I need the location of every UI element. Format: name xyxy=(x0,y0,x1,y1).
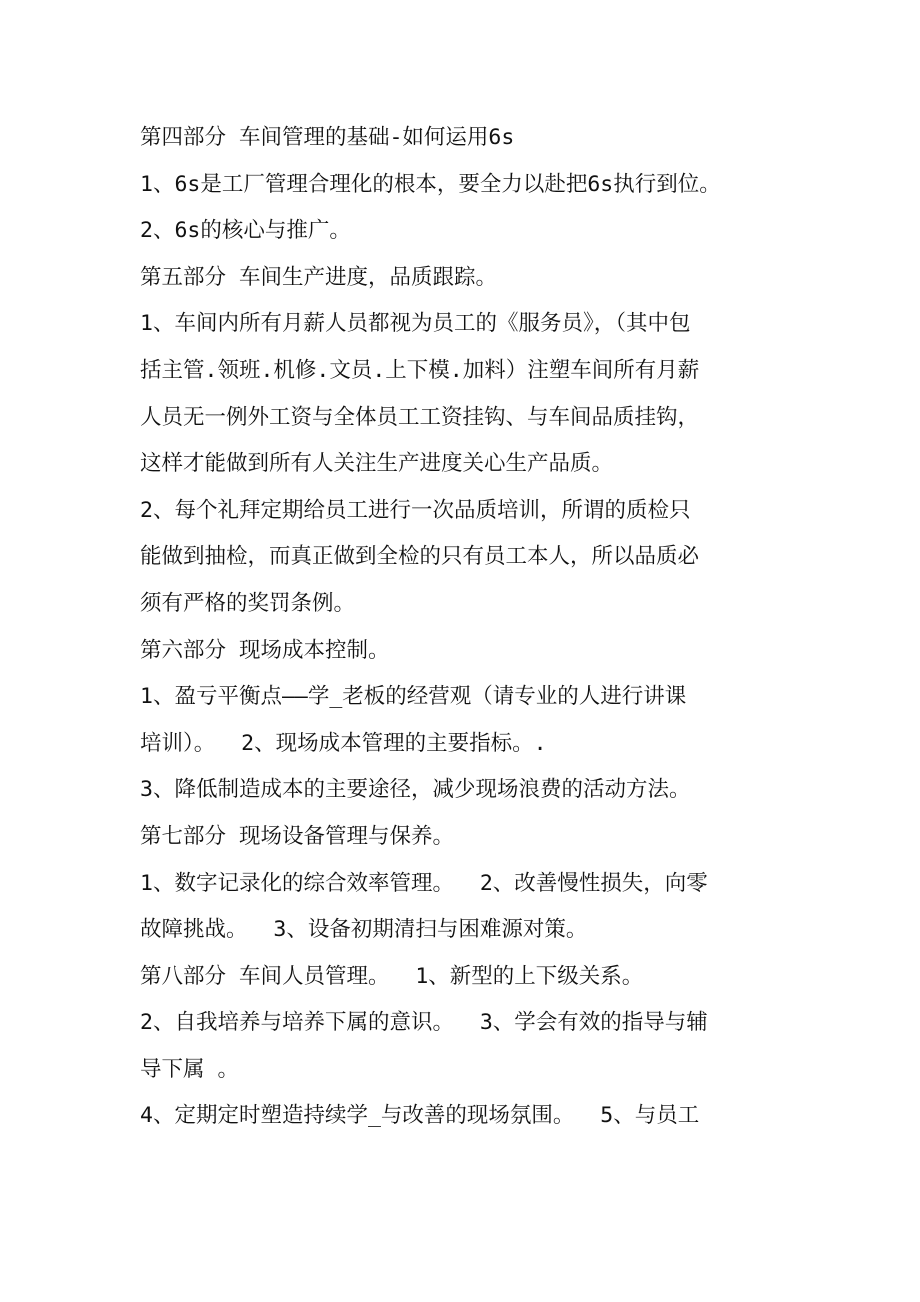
document-body xyxy=(140,115,800,1140)
paragraph-line: 这样才能做到所有人关注生产进度关心生产品质。 xyxy=(140,451,614,477)
paragraph-line: 1、数字记录化的综合效率管理。 2、改善慢性损失，向零 xyxy=(140,870,708,896)
paragraph-line: 1、车间内所有月薪人员都视为员工的《服务员》，（其中包 xyxy=(140,311,691,337)
paragraph-line: 故障挑战。 3、设备初期清扫与困难源对策。 xyxy=(140,917,588,943)
paragraph-line: 能做到抽检，而真正做到全检的只有员工本人，所以品质必 xyxy=(140,544,700,570)
section-heading-part7: 第七部分 现场设备管理与保养。 xyxy=(140,823,454,849)
section-heading-part4: 第四部分 车间管理的基础-如何运用6s xyxy=(140,125,515,150)
paragraph-line: 导下属 。 xyxy=(140,1056,239,1082)
paragraph-line: 2、每个礼拜定期给员工进行一次品质培训，所谓的质检只 xyxy=(140,497,691,523)
paragraph-line: 4、定期定时塑造持续学_与改善的现场氛围。 5、与员工 xyxy=(140,1103,700,1129)
paragraph-line: 2、自我培养与培养下属的意识。 3、学会有效的指导与辅 xyxy=(140,1010,708,1036)
section-heading-part5: 第五部分 车间生产进度，品质跟踪。 xyxy=(140,264,497,290)
section-heading-part6: 第六部分 现场成本控制。 xyxy=(140,637,390,663)
paragraph-line: 2、6s的核心与推广。 xyxy=(140,218,351,244)
paragraph-line: 人员无一例外工资与全体员工工资挂钩、与车间品质挂钩， xyxy=(140,404,700,430)
paragraph-line: 3、降低制造成本的主要途径，减少现场浪费的活动方法。 xyxy=(140,777,691,803)
paragraph-line: 1、6s是工厂管理合理化的根本，要全力以赴把6s执行到位。 xyxy=(140,171,721,197)
paragraph-line: 培训）。 2、现场成本管理的主要指标。. xyxy=(140,730,547,756)
paragraph-line: 1、盈亏平衡点——学_老板的经营观（请专业的人进行讲课 xyxy=(140,684,687,710)
paragraph-line: 须有严格的奖罚条例。 xyxy=(140,590,356,616)
paragraph-line: 括主管.领班.机修.文员.上下模.加料）注塑车间所有月薪 xyxy=(140,357,700,383)
section-heading-part8: 第八部分 车间人员管理。 1、新型的上下级关系。 xyxy=(140,963,644,989)
